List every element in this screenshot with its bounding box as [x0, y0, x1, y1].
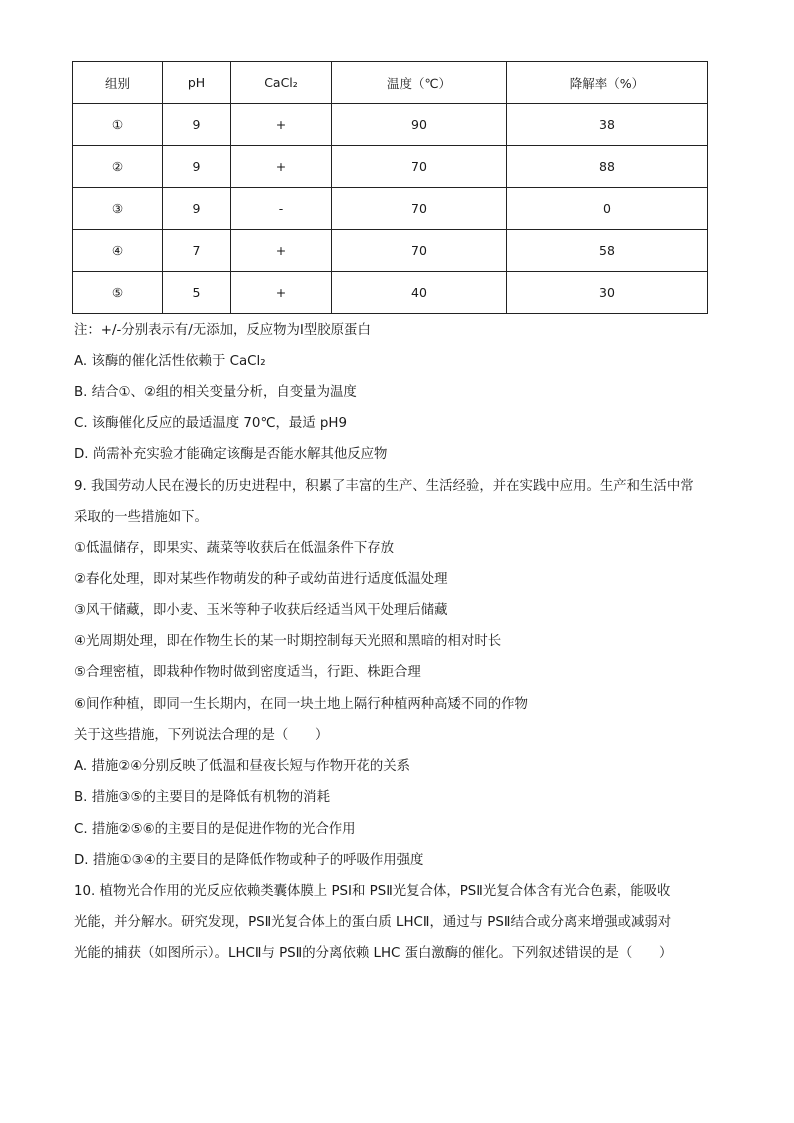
table-cell: 7 [163, 230, 231, 272]
table-cell: 70 [332, 146, 507, 188]
table-cell: 70 [332, 230, 507, 272]
table-cell: 70 [332, 188, 507, 230]
header-temperature: 温度（℃） [332, 62, 507, 104]
q8-option-a: A. 该酶的催化活性依赖于 CaCl₂ [74, 354, 266, 369]
table-cell: 40 [332, 272, 507, 314]
q9-option-a: A. 措施②④分别反映了低温和昼夜长短与作物开花的关系 [74, 759, 411, 774]
table-cell: ④ [73, 230, 163, 272]
table-cell: + [231, 230, 332, 272]
table-cell: 58 [507, 230, 708, 272]
q9-option-c: C. 措施②⑤⑥的主要目的是促进作物的光合作用 [74, 822, 356, 837]
experiment-table [72, 61, 708, 314]
table-header-row [73, 62, 708, 104]
q9-measure-3: ③风干储藏，即小麦、玉米等种子收获后经适当风干处理后储藏 [74, 603, 448, 618]
table-cell: ② [73, 146, 163, 188]
table-row [73, 146, 708, 188]
q9-measure-2: ②春化处理，即对某些作物萌发的种子或幼苗进行适度低温处理 [74, 572, 448, 587]
header-degradation-rate: 降解率（%） [507, 62, 708, 104]
q8-option-c: C. 该酶催化反应的最适温度 70℃，最适 pH9 [74, 416, 348, 431]
table-row [73, 272, 708, 314]
table-cell: 30 [507, 272, 708, 314]
table-cell: 5 [163, 272, 231, 314]
q9-measure-4: ④光周期处理，即在作物生长的某一时期控制每天光照和黑暗的相对时长 [74, 634, 502, 649]
q9-option-d: D. 措施①③④的主要目的是降低作物或种子的呼吸作用强度 [74, 853, 424, 868]
q9-measure-5: ⑤合理密植，即栽种作物时做到密度适当，行距、株距合理 [74, 665, 421, 680]
q9-stem-line1: 9. 我国劳动人民在漫长的历史进程中，积累了丰富的生产、生活经验，并在实践中应用。生产和生活中常 [74, 479, 694, 494]
table-cell: 90 [332, 104, 507, 146]
q8-option-b: B. 结合①、②组的相关变量分析，自变量为温度 [74, 385, 357, 400]
q9-option-b: B. 措施③⑤的主要目的是降低有机物的消耗 [74, 790, 330, 805]
q9-stem-line2: 采取的一些措施如下。 [74, 510, 208, 525]
q9-measure-6: ⑥间作种植，即同一生长期内，在同一块土地上隔行种植两种高矮不同的作物 [74, 697, 528, 712]
header-group: 组别 [73, 62, 163, 104]
table-cell: 9 [163, 188, 231, 230]
table-cell: 0 [507, 188, 708, 230]
table-cell: + [231, 104, 332, 146]
table-row [73, 230, 708, 272]
table-cell: 88 [507, 146, 708, 188]
q8-option-d: D. 尚需补充实验才能确定该酶是否能水解其他反应物 [74, 447, 388, 462]
q10-stem-line2: 光能，并分解水。研究发现，PSⅡ光复合体上的蛋白质 LHCⅡ，通过与 PSⅡ结合或分离来增强或减弱对 [74, 915, 672, 930]
table-cell: ⑤ [73, 272, 163, 314]
header-cacl2: CaCl₂ [231, 62, 332, 104]
header-ph: pH [163, 62, 231, 104]
table-cell: ③ [73, 188, 163, 230]
table-cell: 9 [163, 146, 231, 188]
table-row [73, 104, 708, 146]
table-cell: 38 [507, 104, 708, 146]
q10-stem-line3: 光能的捕获（如图所示）。LHCⅡ与 PSⅡ的分离依赖 LHC 蛋白激酶的催化。下列叙述错误的是（ ） [74, 946, 673, 961]
table-cell: 9 [163, 104, 231, 146]
q9-measure-1: ①低温储存，即果实、蔬菜等收获后在低温条件下存放 [74, 541, 394, 556]
table-row [73, 188, 708, 230]
q10-stem-line1: 10. 植物光合作用的光反应依赖类囊体膜上 PSⅠ和 PSⅡ光复合体，PSⅡ光复合体含有光合色素，能吸收 [74, 884, 671, 899]
table-cell: + [231, 272, 332, 314]
table-note: 注：+/-分别表示有/无添加，反应物为Ⅰ型胶原蛋白 [74, 323, 371, 338]
q9-question: 关于这些措施，下列说法合理的是（ ） [74, 728, 329, 743]
table-cell: ① [73, 104, 163, 146]
table-cell: - [231, 188, 332, 230]
table-cell: + [231, 146, 332, 188]
